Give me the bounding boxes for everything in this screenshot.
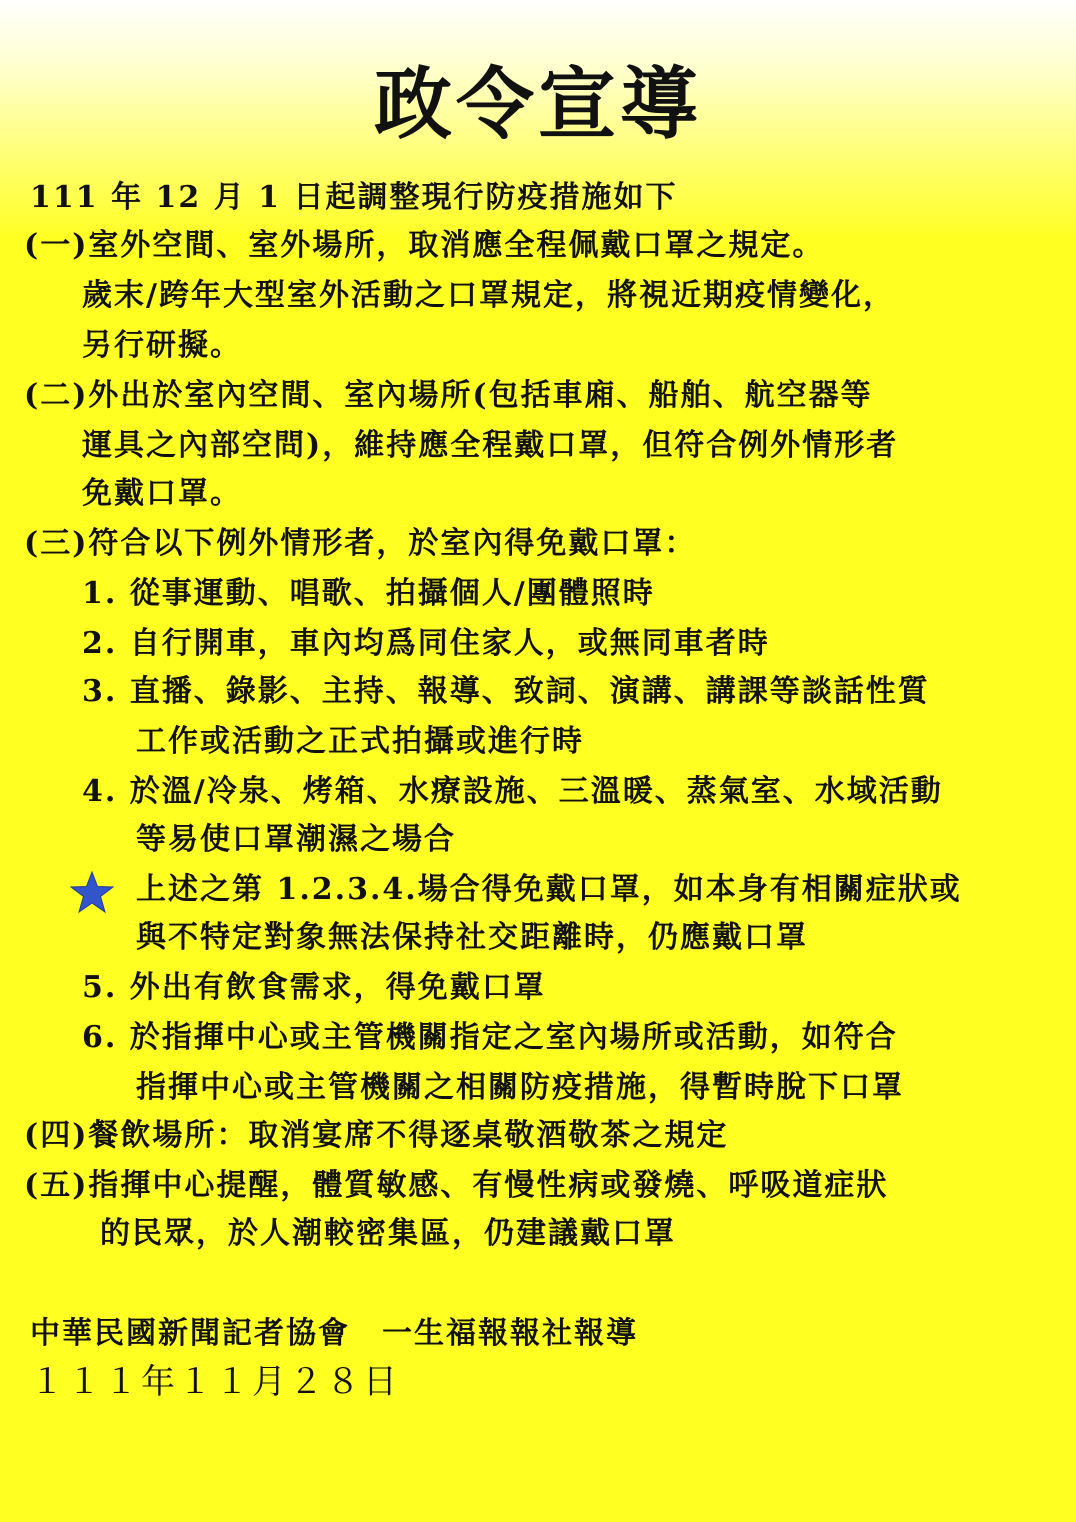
section-3-item-2: 2. 自行開車，車內均爲同住家人，或無同車者時	[82, 626, 770, 661]
section-2-line-2: 運具之內部空問)，維持應全程戴口罩，但符合例外情形者	[82, 428, 899, 463]
note-line-2: 與不特定對象無法保持社交距離時，仍應戴口罩	[136, 920, 808, 955]
section-3-item-4-line-2: 等易使口罩潮濕之場合	[136, 822, 456, 857]
section-3-item-5: 5. 外出有飲食需求，得免戴口罩	[82, 970, 546, 1005]
section-3-item-3-line-2: 工作或活動之正式拍攝或進行時	[136, 724, 584, 759]
section-1-line-2: 歲末/跨年大型室外活動之口罩規定，將視近期疫情變化，	[82, 278, 895, 313]
section-2-line-3: 免戴口罩。	[82, 476, 242, 511]
section-3-item-3-line-1: 3. 直播、錄影、主持、報導、致詞、演講、講課等談話性質	[82, 674, 930, 709]
note-line-1: 上述之第 1.2.3.4.場合得免戴口罩，如本身有相關症狀或	[136, 872, 962, 907]
section-3-heading: (三)符合以下例外情形者，於室內得免戴口罩：	[24, 526, 697, 561]
section-5-line-2: 的民眾，於人潮較密集區，仍建議戴口罩	[100, 1216, 676, 1251]
page-title: 政令宣導	[373, 59, 702, 150]
star-icon	[70, 870, 114, 914]
section-3-item-6-line-2: 指揮中心或主管機關之相關防疫措施，得暫時脫下口罩	[136, 1070, 904, 1105]
section-1-line-1: (一)室外空間、室外場所，取消應全程佩戴口罩之規定。	[24, 228, 825, 263]
section-3-item-6-line-1: 6. 於指揮中心或主管機關指定之室內場所或活動，如符合	[82, 1020, 898, 1055]
footer-date: １１１年１１月２８日	[30, 1362, 400, 1402]
section-4-line-1: (四)餐飲場所：取消宴席不得逐桌敬酒敬茶之規定	[24, 1118, 729, 1153]
intro-line: 111 年 12 月 1 日起調整現行防疫措施如下	[30, 180, 678, 215]
section-2-line-1: (二)外出於室內空間、室內場所(包括車廂、船舶、航空器等	[24, 378, 873, 413]
section-3-item-4-line-1: 4. 於溫/冷泉、烤箱、水療設施、三溫暖、蒸氣室、水域活動	[82, 774, 943, 809]
section-3-item-1: 1. 從事運動、唱歌、拍攝個人/團體照時	[82, 576, 655, 611]
section-1-line-3: 另行研擬。	[82, 328, 242, 363]
section-5-line-1: (五)指揮中心提醒，體質敏感、有慢性病或發燒、呼吸道症狀	[24, 1168, 889, 1203]
footer-source: 中華民國新聞記者協會 一生福報報社報導	[30, 1316, 638, 1351]
